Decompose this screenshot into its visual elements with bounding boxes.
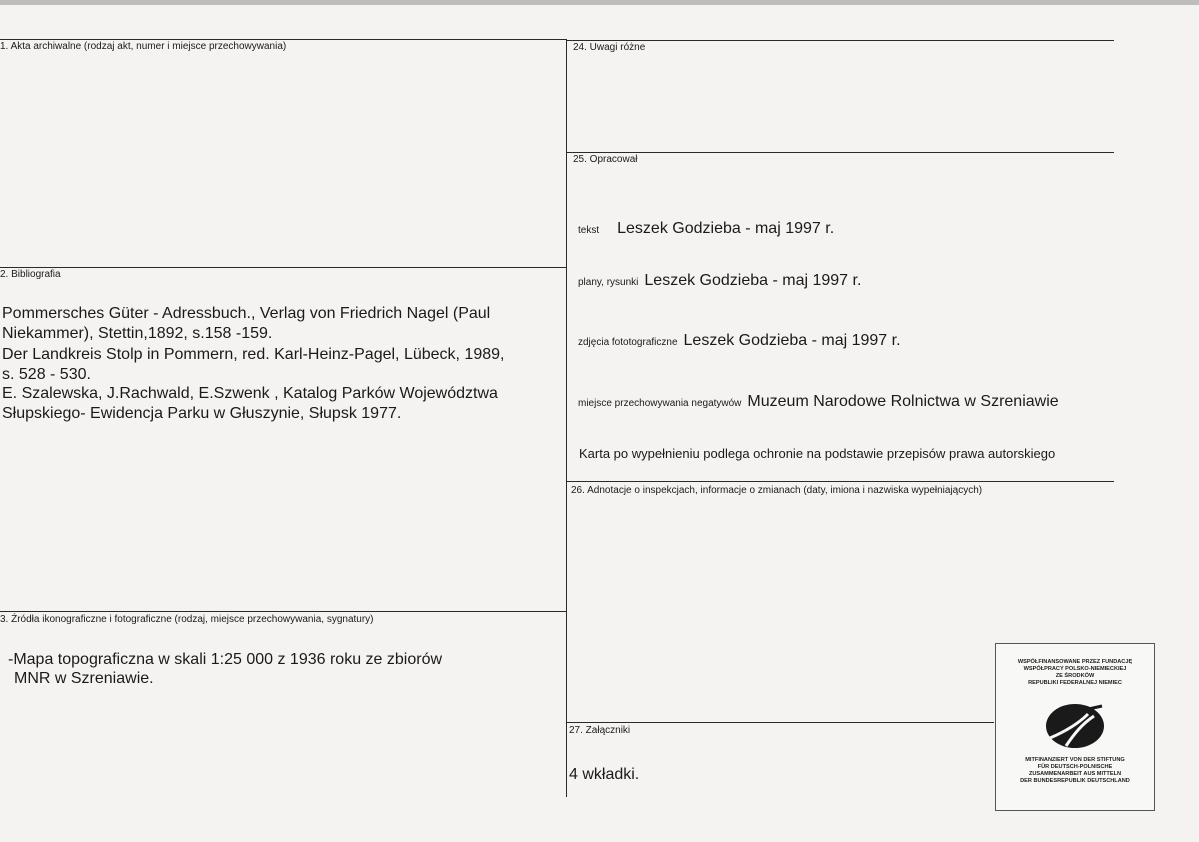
- section-25-label: 25. Opracował: [573, 154, 638, 165]
- stamp-polish-text: [996, 659, 1154, 687]
- stamp-german-text: [996, 757, 1154, 785]
- iconography-line: MNR w Szreniawie.: [14, 670, 154, 687]
- attachments-value: 4 wkładki.: [569, 766, 640, 783]
- row-zdjecia: [578, 332, 901, 350]
- divider-top-right: [566, 40, 1114, 41]
- section-26-label: 26. Adnotacje o inspekcjach, informacje o zmianach (daty, imiona i nazwiska wypełniających): [571, 485, 983, 496]
- row-zdjecia-key: zdjęcia fototograficzne: [578, 337, 678, 348]
- section-27-label: 27. Załączniki: [569, 725, 631, 736]
- stamp-line: ZE ŚRODKÓW: [1055, 673, 1095, 679]
- divider-top-left: [0, 39, 566, 40]
- section-24-label: 24. Uwagi różne: [573, 42, 646, 53]
- divider-3: [0, 611, 566, 612]
- bibliography-line: Słupskiego- Ewidencja Parku w Głuszynie, Słupsk 1977.: [2, 405, 402, 422]
- row-tekst: [578, 220, 834, 238]
- bibliography-line: Niekammer), Stettin,1892, s.158 -159.: [2, 325, 273, 342]
- row-tekst-key: tekst: [578, 225, 600, 236]
- bibliography-line: s. 528 - 530.: [2, 366, 91, 383]
- stamp-line: WSPÓŁFINANSOWANE PRZEZ FUNDACJĘ: [1017, 659, 1133, 665]
- stamp-line: ZUSAMMENARBEIT AUS MITTELN: [1028, 771, 1122, 777]
- row-zdjecia-value: Leszek Godzieba - maj 1997 r.: [683, 332, 901, 349]
- section-2-label: 2. Bibliografia: [0, 269, 61, 280]
- row-plany-key: plany, rysunki: [578, 277, 639, 288]
- divider-26: [566, 481, 1114, 482]
- bibliography-line: E. Szalewska, J.Rachwald, E.Szwenk , Katalog Parków Województwa: [2, 385, 498, 402]
- row-tekst-value: Leszek Godzieba - maj 1997 r.: [617, 220, 835, 237]
- row-negatywy-key: miejsce przechowywania negatywów: [578, 398, 742, 409]
- section-1-label: 1. Akta archiwalne (rodzaj akt, numer i miejsce przechowywania): [0, 41, 287, 52]
- row-plany: [578, 272, 861, 290]
- bibliography-line: Pommersches Güter - Adressbuch., Verlag von Friedrich Nagel (Paul: [2, 305, 491, 322]
- stamp-line: REPUBLIKI FEDERALNEJ NIEMIEC: [1028, 680, 1122, 686]
- section-3-label: 3. Źródła ikonograficzne i fotograficzne (rodzaj, miejsce przechowywania, sygnatury): [0, 614, 374, 625]
- stamp-line: FÜR DEUTSCH-POLNISCHE: [1037, 764, 1113, 770]
- stamp-line: WSPÓŁPRACY POLSKO-NIEMIECKIEJ: [1023, 666, 1127, 672]
- funding-stamp: [995, 643, 1155, 811]
- scan-top-edge: [0, 0, 1199, 5]
- foundation-logo-icon: [1044, 702, 1106, 750]
- copyright-note: Karta po wypełnieniu podlega ochronie na podstawie przepisów prawa autorskiego: [579, 446, 1056, 461]
- iconography-line: -Mapa topograficzna w skali 1:25 000 z 1936 roku ze zbiorów: [8, 651, 443, 668]
- stamp-line: DER BUNDESREPUBLIK DEUTSCHLAND: [1020, 778, 1130, 784]
- divider-2: [0, 267, 566, 268]
- row-plany-value: Leszek Godzieba - maj 1997 r.: [644, 272, 862, 289]
- stamp-line: MITFINANZIERT VON DER STIFTUNG: [1025, 757, 1125, 763]
- divider-25: [566, 152, 1114, 153]
- bibliography-line: Der Landkreis Stolp in Pommern, red. Karl-Heinz-Pagel, Lübeck, 1989,: [2, 346, 505, 363]
- divider-27: [566, 722, 994, 723]
- row-negatywy: [578, 393, 1059, 411]
- row-negatywy-value: Muzeum Narodowe Rolnictwa w Szreniawie: [747, 393, 1059, 410]
